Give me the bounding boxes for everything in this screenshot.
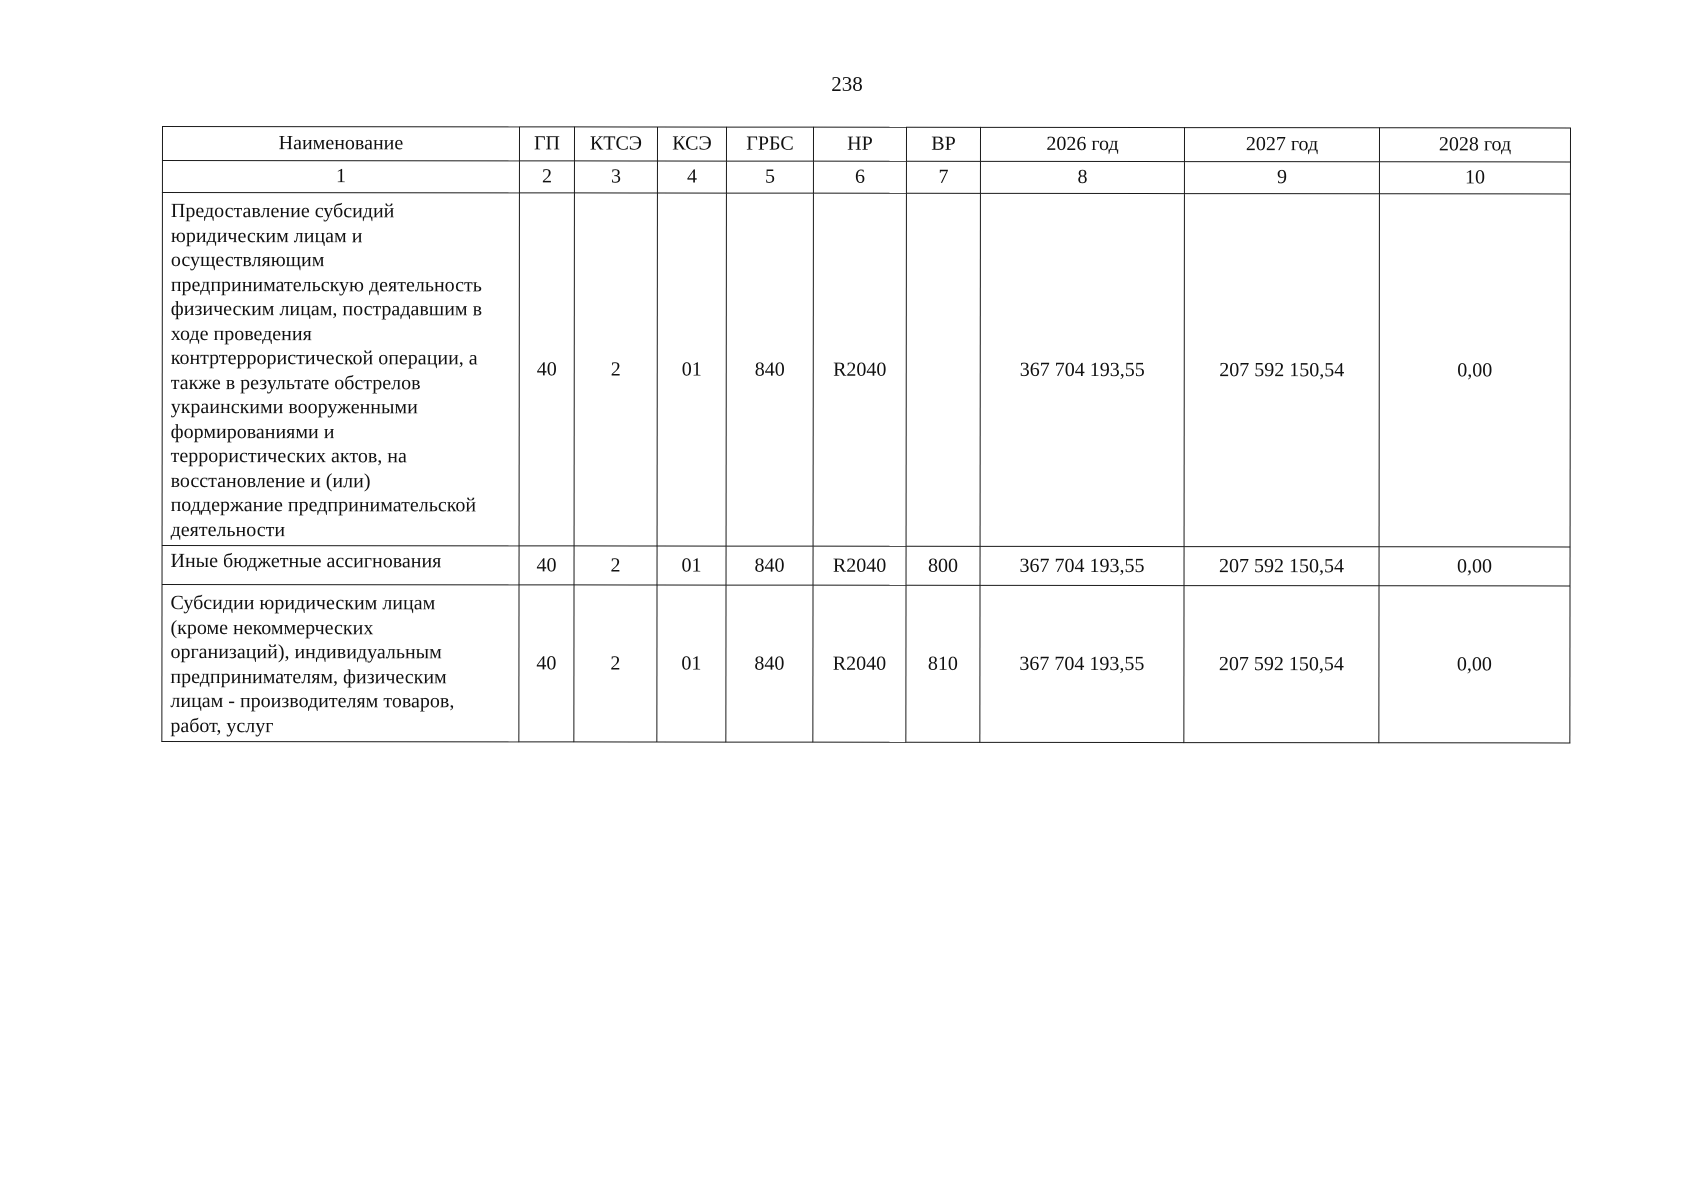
cell-2028: 0,00	[1379, 194, 1570, 547]
page-number: 238	[831, 72, 863, 96]
header-vr: ВР	[906, 127, 980, 161]
cell-grbs: 840	[726, 585, 813, 742]
column-number: 10	[1379, 162, 1570, 194]
table-header	[162, 127, 1570, 194]
column-number: 3	[574, 161, 657, 193]
column-number: 9	[1184, 162, 1379, 194]
cell-nr: R2040	[813, 193, 906, 546]
cell-2026: 367 704 193,55	[980, 546, 1184, 585]
header-2027: 2027 год	[1184, 128, 1379, 162]
cell-2028: 0,00	[1379, 586, 1570, 743]
header-kse: КСЭ	[657, 127, 726, 161]
row-name: Субсидии юридическим лицам (кроме некоммерческих организаций), индивидуальным предпринимателям, физическим лицам - производителям товаров, работ, услуг	[162, 585, 519, 742]
cell-ktse: 2	[574, 585, 657, 742]
cell-2027: 207 592 150,54	[1184, 547, 1379, 586]
cell-grbs: 840	[726, 546, 813, 585]
cell-2027: 207 592 150,54	[1184, 586, 1379, 743]
column-number: 5	[726, 161, 813, 193]
table-row	[162, 585, 1570, 743]
column-number: 7	[906, 161, 980, 193]
column-number-row	[162, 161, 1570, 194]
header-grbs: ГРБС	[726, 127, 813, 161]
cell-nr: R2040	[813, 585, 906, 742]
cell-2027: 207 592 150,54	[1184, 194, 1379, 547]
column-number: 6	[813, 161, 906, 193]
column-number: 4	[657, 161, 726, 193]
cell-kse: 01	[657, 546, 726, 585]
column-number: 2	[519, 161, 574, 193]
cell-kse: 01	[657, 585, 726, 742]
column-number: 1	[162, 161, 519, 193]
cell-gp: 40	[519, 193, 574, 546]
header-nr: НР	[813, 127, 906, 161]
cell-vr	[906, 193, 980, 546]
header-gp: ГП	[519, 127, 574, 161]
row-name: Иные бюджетные ассигнования	[162, 546, 519, 585]
header-name: Наименование	[162, 127, 519, 161]
cell-vr: 800	[906, 546, 980, 585]
table-row	[162, 546, 1570, 586]
header-2026: 2026 год	[980, 127, 1184, 161]
cell-2028: 0,00	[1379, 547, 1570, 586]
table-row	[162, 193, 1570, 547]
header-ktse: КТСЭ	[574, 127, 657, 161]
cell-ktse: 2	[574, 546, 657, 585]
column-number: 8	[980, 161, 1184, 193]
budget-table	[161, 126, 1571, 743]
header-row	[162, 127, 1570, 162]
cell-2026: 367 704 193,55	[980, 585, 1184, 742]
cell-2026: 367 704 193,55	[980, 193, 1184, 546]
cell-gp: 40	[519, 546, 574, 585]
row-name: Предоставление субсидий юридическим лицам и осуществляющим предпринимательскую деятельность физическим лицам, пострадавшим в ходе проведения контртеррористической операции, а также в результате обстрелов украинскими вооруженными формированиями и террористических актов, на восстановление и (или) поддержание предпринимательской деятельности	[162, 193, 519, 546]
cell-nr: R2040	[813, 546, 906, 585]
header-2028: 2028 год	[1379, 128, 1570, 162]
cell-vr: 810	[906, 585, 980, 742]
cell-grbs: 840	[726, 193, 813, 546]
cell-ktse: 2	[574, 193, 657, 546]
table-body	[162, 193, 1571, 743]
cell-gp: 40	[519, 585, 574, 742]
cell-kse: 01	[657, 193, 726, 546]
